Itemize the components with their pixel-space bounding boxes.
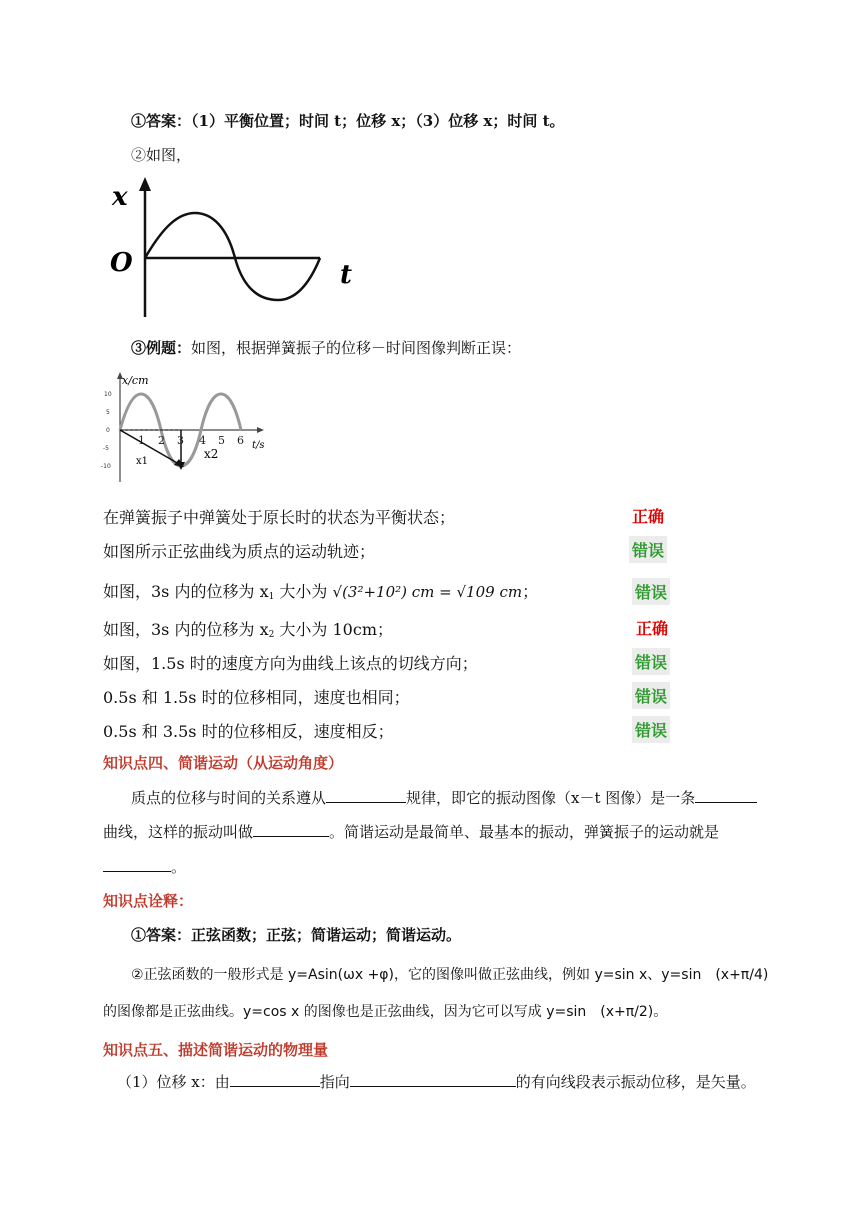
fill-blank[interactable] (253, 822, 329, 837)
fill-blank[interactable] (326, 788, 406, 803)
fill-blank[interactable] (103, 857, 171, 872)
statement-4: 如图，3s 内的位移为 $x_2$ 大小为 10cm； (103, 620, 393, 640)
figure-caption: ②如图， (131, 146, 192, 164)
verdict-4: 正确 (636, 619, 669, 638)
sine-graph (108, 175, 368, 325)
y-tick: 10 (104, 391, 112, 398)
y-axis-label: x/cm (122, 374, 149, 387)
x-tick: 2 (158, 434, 165, 447)
verdict-2: 错误 (629, 536, 667, 563)
x-tick: 4 (199, 434, 206, 447)
fill-blank[interactable] (695, 788, 757, 803)
verdict-3: 错误 (632, 578, 670, 605)
example-line (131, 337, 521, 358)
x-tick: 3 (177, 434, 184, 447)
section-4-heading: 知识点四、简谐运动（从运动角度） (103, 754, 344, 772)
example-label: ③例题： (131, 339, 192, 357)
fill-blank[interactable] (230, 1072, 320, 1087)
statement-1: 在弹簧振子中弹簧处于原长时的状态为平衡状态； (103, 508, 456, 527)
vector-x1-label: x1 (136, 456, 149, 467)
x-axis-label: t/s (252, 440, 265, 451)
section-5-para-1: （1）位移 x：由 指向 的有向线段表示振动位移，是矢量。 (117, 1073, 756, 1091)
statement-7: 0.5s 和 3.5s 时的位移相反，速度相反； (103, 722, 394, 741)
verdict-7: 错误 (632, 716, 670, 743)
answer-line (131, 110, 565, 131)
section-4-para-2-line-2: 的图像都是正弦曲线。y=cos x 的图像也是正弦曲线，因为它可以写成 y=sin (x+π/2)。 (103, 1004, 668, 1020)
x-tick: 6 (237, 434, 244, 447)
statement-2: 如图所示正弦曲线为质点的运动轨迹； (103, 542, 376, 561)
statement-6: 0.5s 和 1.5s 时的位移相同，速度也相同； (103, 688, 410, 707)
y-tick: -10 (101, 463, 111, 470)
origin-label: O (110, 248, 133, 278)
x-axis-label: t (340, 260, 353, 290)
sine-curve (145, 213, 320, 300)
fill-blank[interactable] (350, 1072, 516, 1087)
verdict-6: 错误 (632, 682, 670, 709)
section-4-para-line-3: 。 (103, 856, 186, 877)
displacement-graph (100, 370, 280, 485)
vector-x1 (120, 430, 179, 464)
y-tick: 0 (106, 427, 110, 434)
section-4-para-line-2: 曲线，这样的振动叫做 。简谐运动是最简单、最基本的振动，弹簧振子的运动就是 (103, 823, 720, 841)
verdict-1: 正确 (632, 507, 665, 526)
formula: √(3²+10²) cm = √109 cm (332, 583, 523, 601)
section-5-heading: 知识点五、描述简谐运动的物理量 (103, 1041, 329, 1059)
y-tick: -5 (103, 445, 109, 452)
section-4-para-2-line-1: ②正弦函数的一般形式是 y=Asin(ωx +φ)，它的图像叫做正弦曲线，例如 y=sin x、y=sin (x+π/4) (131, 967, 769, 983)
y-tick: 5 (106, 409, 110, 416)
x-tick: 1 (138, 434, 145, 447)
x-tick: 5 (218, 434, 225, 447)
statement-5: 如图，1.5s 时的速度方向为曲线上该点的切线方向； (103, 654, 478, 673)
explanation-heading: 知识点诠释： (103, 892, 194, 910)
x-axis-arrow-icon (257, 427, 264, 433)
section-4-answer: ①答案：正弦函数；正弦；简谐运动；简谐运动。 (131, 926, 462, 944)
y-axis-arrow-icon (139, 177, 151, 191)
section-4-para-line-1: 质点的位移与时间的关系遵从 规律，即它的振动图像（x－t 图像）是一条 (131, 787, 757, 808)
y-axis-label: x (112, 182, 128, 212)
answer-text: （1）平衡位置；时间 t；位移 x；（3）位移 x；时间 t。 (191, 112, 565, 130)
verdict-5: 错误 (632, 648, 670, 675)
answer-label: ①答案： (131, 112, 192, 130)
vector-x2-label: x2 (204, 447, 219, 461)
example-text: 如图，根据弹簧振子的位移－时间图像判断正误： (191, 339, 522, 357)
statement-3: 如图，3s 内的位移为 $x_1$ 大小为 √(3²+10²) cm = √109 cm； (103, 582, 539, 602)
